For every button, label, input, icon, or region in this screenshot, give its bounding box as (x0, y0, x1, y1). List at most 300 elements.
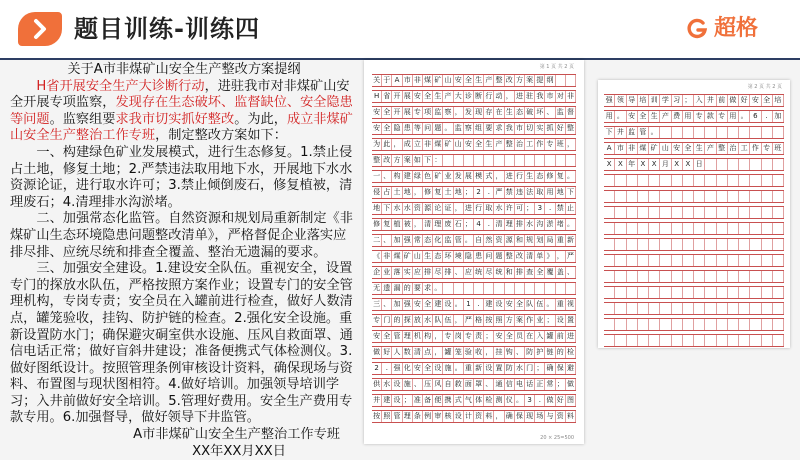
grid-cell: 。 (433, 283, 443, 294)
grid-cell: 然 (484, 235, 494, 246)
grid-cell (660, 207, 671, 218)
grid-cell: 。 (454, 299, 464, 310)
grid-cell: 人 (392, 347, 402, 358)
grid-cell: X (638, 159, 649, 170)
grid-cell: 培 (638, 95, 649, 106)
grid-cell (750, 319, 761, 330)
grid-cell: 堵 (556, 219, 566, 230)
answer-grid (372, 74, 576, 430)
grid-cell: 法 (525, 187, 535, 198)
grid-cell: X (672, 159, 683, 170)
grid-cell: 准 (413, 395, 423, 406)
grid-cell: 安 (372, 331, 382, 342)
grid-cell: 。 (464, 235, 474, 246)
grid-cell (773, 239, 784, 250)
grid-cell: 、 (454, 267, 464, 278)
grid-cell: 话 (525, 379, 535, 390)
grid-cell: 全 (423, 91, 433, 102)
grid-cell: 施 (403, 379, 413, 390)
grid-cell: 改 (515, 251, 525, 262)
grid-cell: 治 (515, 139, 525, 150)
grid-cell (739, 175, 750, 186)
grid-cell: 对 (556, 91, 566, 102)
grid-cell: 划 (535, 235, 545, 246)
grid-cell (705, 287, 716, 298)
grid-cell (535, 283, 545, 294)
grid-cell: 违 (515, 187, 525, 198)
grid-row (372, 394, 576, 407)
grid-cell: 于 (382, 75, 392, 86)
grid-cell: 石 (454, 219, 464, 230)
grid-cell: 态 (515, 107, 525, 118)
grid-cell: 重 (464, 363, 474, 374)
grid-cell: 。 (566, 171, 576, 182)
grid-cell: 资 (494, 235, 504, 246)
grid-cell (556, 155, 566, 166)
grid-cell (728, 255, 739, 266)
grid-cell (705, 255, 716, 266)
grid-cell: 严 (464, 315, 474, 326)
grid-cell: 与 (545, 411, 555, 422)
grid-cell (484, 283, 494, 294)
grid-cell: 和 (515, 235, 525, 246)
grid-cell: 罐 (545, 331, 555, 342)
grid-cell: 非 (423, 139, 433, 150)
grid-cell: 设 (392, 395, 402, 406)
grid-cell: 视 (566, 299, 576, 310)
grid-cell: 抓 (545, 123, 555, 134)
grid-cell: 理 (403, 331, 413, 342)
grid-cell: 安 (413, 363, 423, 374)
grid-cell: 钩 (505, 347, 515, 358)
grid-cell: 态 (433, 251, 443, 262)
grid-cell: 覆 (545, 267, 555, 278)
grid-cell (750, 255, 761, 266)
grid-cell: ， (505, 91, 515, 102)
grid-cell: 禁 (556, 203, 566, 214)
grid-cell: 遗 (382, 283, 392, 294)
grid-cell: 此 (382, 139, 392, 150)
grid-cell (683, 303, 694, 314)
grid-cell: 生 (423, 251, 433, 262)
grid-cell: 6 (750, 111, 761, 122)
grid-cell (627, 319, 638, 330)
grid-cell (762, 239, 773, 250)
grid-cell: 伍 (535, 299, 545, 310)
grid-cell (660, 239, 671, 250)
grid-cell: 题 (494, 251, 504, 262)
grid-cell: H (372, 91, 382, 102)
grid-cell: 作 (525, 315, 535, 326)
grid-cell (494, 155, 504, 166)
grid-cell: 理 (433, 219, 443, 230)
grid-cell (705, 271, 716, 282)
grid-cell: 安 (627, 111, 638, 122)
grid-cell (604, 287, 615, 298)
grid-cell (627, 271, 638, 282)
grid-cell: 方 (505, 315, 515, 326)
grid-cell: 自 (443, 379, 453, 390)
grid-cell (474, 155, 484, 166)
grid-cell (660, 223, 671, 234)
grid-cell (604, 303, 615, 314)
grid-cell: 数 (403, 347, 413, 358)
grid-cell: 全 (505, 331, 515, 342)
grid-cell (694, 319, 705, 330)
grid-cell (672, 255, 683, 266)
grid-cell: 煤 (392, 251, 402, 262)
grid-cell: 三 (372, 299, 382, 310)
grid-cell (515, 155, 525, 166)
grid-cell: 水 (494, 203, 504, 214)
grid-cell: 隐 (392, 123, 402, 134)
grid-cell: 防 (525, 347, 535, 358)
grid-cell (443, 155, 453, 166)
grid-cell: 安 (372, 107, 382, 118)
grid-cell: 业 (535, 315, 545, 326)
grid-cell: 改 (505, 75, 515, 86)
grid-cell (728, 175, 739, 186)
grid-cell: 植 (392, 219, 402, 230)
grid-cell: 安 (413, 91, 423, 102)
grid-cell: 工 (525, 139, 535, 150)
grid-cell: 工 (739, 143, 750, 154)
grid-cell: 全 (638, 111, 649, 122)
grid-cell: ： (433, 155, 443, 166)
grid-cell: 全 (464, 75, 474, 86)
grid-cell: ； (484, 331, 494, 342)
grid-cell: ； (464, 219, 474, 230)
grid-cell (683, 319, 694, 330)
grid-cell (717, 191, 728, 202)
grid-cell: 井 (372, 395, 382, 406)
grid-cell: 气 (464, 395, 474, 406)
grid-cell: 便 (433, 395, 443, 406)
grid-cell (762, 191, 773, 202)
grid-cell: 学 (660, 95, 671, 106)
grid-cell (750, 303, 761, 314)
grid-cell (705, 303, 716, 314)
grid-cell (694, 255, 705, 266)
grid-cell: 安 (413, 299, 423, 310)
grid-row (372, 250, 576, 263)
grid-cell: 地 (454, 187, 464, 198)
grid-cell: 强 (392, 363, 402, 374)
grid-cell: 市 (615, 143, 626, 154)
grid-cell (694, 335, 705, 346)
grid-cell: 专 (545, 139, 555, 150)
grid-cell (683, 223, 694, 234)
grid-cell: 强 (403, 299, 413, 310)
grid-cell: ， (454, 107, 464, 118)
grid-cell: 进 (505, 171, 515, 182)
grid-cell: 、 (382, 171, 392, 182)
grid-cell: 矿 (433, 75, 443, 86)
grid-cell: X (615, 159, 626, 170)
brand-logo (686, 14, 758, 44)
grid-cell: 、 (382, 235, 392, 246)
grid-cell: 动 (494, 91, 504, 102)
grid-cell (705, 335, 716, 346)
grid-cell: 条 (413, 411, 423, 422)
grid-cell (683, 287, 694, 298)
grid-cell (672, 287, 683, 298)
grid-cell: 作 (750, 143, 761, 154)
grid-cell: 电 (515, 379, 525, 390)
grid-cell: ， (433, 347, 443, 358)
grid-cell: 色 (423, 171, 433, 182)
grid-cell: 救 (454, 379, 464, 390)
grid-cell: 要 (484, 123, 494, 134)
grid-cell (627, 287, 638, 298)
grid-cell: 山 (660, 143, 671, 154)
grid-cell: 山 (413, 251, 423, 262)
grid-cell: 现 (474, 107, 484, 118)
grid-cell (649, 175, 660, 186)
grid-cell: 重 (556, 299, 566, 310)
grid-cell: 纲 (545, 75, 555, 86)
essay-signature: A市非煤矿山安全生产整治工作专班 (133, 427, 340, 443)
sheet-page-label: 第 1 页 共 2 页 (539, 64, 574, 70)
grid-row (604, 254, 784, 267)
grid-cell: 场 (535, 411, 545, 422)
grid-cell: 班 (773, 143, 784, 154)
plain-text: 。监察组要 (49, 111, 116, 127)
grid-cell: 现 (525, 411, 535, 422)
grid-cell: 放 (413, 315, 423, 326)
grid-cell: 管 (454, 235, 464, 246)
grid-cell (525, 283, 535, 294)
grid-row (604, 174, 784, 187)
grid-cell (638, 207, 649, 218)
grid-cell: 罐 (443, 347, 453, 358)
grid-cell: 体 (474, 395, 484, 406)
grid-cell: 例 (423, 411, 433, 422)
grid-cell: 员 (515, 331, 525, 342)
grid-row (604, 158, 784, 171)
grid-cell: 驻 (525, 91, 535, 102)
grid-row (604, 206, 784, 219)
essay-date: XX年XX月XX日 (192, 443, 286, 459)
grid-cell: 全 (535, 267, 545, 278)
grid-cell: 门 (525, 363, 535, 374)
grid-cell: 产 (443, 91, 453, 102)
grid-cell: 核 (443, 411, 453, 422)
grid-cell: 行 (515, 171, 525, 182)
grid-cell (638, 223, 649, 234)
grid-cell: 新 (566, 235, 576, 246)
grid-cell (638, 239, 649, 250)
grid-cell: 常 (545, 379, 555, 390)
grid-cell (515, 283, 525, 294)
brand-name: 超格 (714, 16, 759, 41)
grid-cell: 费 (672, 111, 683, 122)
grid-cell: 产 (705, 143, 716, 154)
grid-cell (627, 239, 638, 250)
grid-cell: 单 (535, 251, 545, 262)
grid-cell (683, 271, 694, 282)
grid-cell: 料 (484, 411, 494, 422)
grid-cell: 训 (649, 95, 660, 106)
grid-cell: . (545, 203, 555, 214)
grid-cell (750, 223, 761, 234)
grid-cell: 市 (545, 91, 555, 102)
grid-cell: 监 (454, 123, 464, 134)
grid-cell (762, 223, 773, 234)
grid-cell: 探 (403, 315, 413, 326)
grid-cell (615, 223, 626, 234)
grid-row (604, 94, 784, 107)
grid-cell: 设 (443, 299, 453, 310)
grid-row (372, 122, 576, 135)
grid-cell (762, 319, 773, 330)
grid-cell (566, 283, 576, 294)
grid-cell (750, 271, 761, 282)
grid-cell: 整 (505, 251, 515, 262)
grid-cell (750, 159, 761, 170)
grid-cell: 下 (604, 127, 615, 138)
chevron-right-icon (18, 12, 62, 46)
grid-cell (627, 255, 638, 266)
grid-cell: 组 (474, 123, 484, 134)
grid-cell: 省 (382, 91, 392, 102)
grid-row (604, 222, 784, 235)
grid-cell: 习 (672, 95, 683, 106)
answer-grid (604, 94, 784, 340)
grid-cell: 安 (464, 139, 474, 150)
grid-cell: 保 (556, 363, 566, 374)
grid-cell: 论 (433, 203, 443, 214)
grid-cell: 前 (717, 95, 728, 106)
grid-row (372, 74, 576, 87)
grid-cell: ， (484, 347, 494, 358)
grid-cell: 实 (403, 267, 413, 278)
grid-cell: 案 (515, 315, 525, 326)
grid-row (372, 106, 576, 119)
grid-cell (494, 283, 504, 294)
grid-cell: 做 (566, 379, 576, 390)
grid-row (604, 190, 784, 203)
grid-row (372, 378, 576, 391)
grid-cell: 管 (392, 331, 402, 342)
grid-cell: 修 (372, 219, 382, 230)
grid-cell: 坏 (535, 107, 545, 118)
grid-cell: 下 (566, 187, 576, 198)
grid-row (372, 154, 576, 167)
highlight-text: 求我市切实抓好整改 (115, 111, 235, 127)
grid-cell (717, 287, 728, 298)
grid-cell: 领 (615, 95, 626, 106)
grid-row (372, 298, 576, 311)
grid-cell (739, 303, 750, 314)
grid-cell (660, 319, 671, 330)
grid-cell (615, 255, 626, 266)
grid-cell (649, 287, 660, 298)
grid-cell (728, 159, 739, 170)
grid-row (372, 234, 576, 247)
grid-cell: 山 (454, 139, 464, 150)
grid-cell (474, 283, 484, 294)
grid-cell (762, 287, 773, 298)
grid-cell (717, 271, 728, 282)
grid-row (372, 218, 576, 231)
grid-cell (694, 127, 705, 138)
grid-cell: 式 (454, 395, 464, 406)
grid-cell: 供 (372, 379, 382, 390)
grid-cell (535, 155, 545, 166)
grid-cell: 设 (392, 379, 402, 390)
grid-cell: 加 (392, 299, 402, 310)
grid-cell (454, 155, 464, 166)
grid-cell: 全 (382, 123, 392, 134)
grid-cell: 求 (423, 283, 433, 294)
grid-cell (750, 175, 761, 186)
grid-cell: 日 (694, 159, 705, 170)
grid-cell: 岗 (454, 331, 464, 342)
grid-row (604, 334, 784, 347)
grid-cell (728, 239, 739, 250)
grid-cell (773, 335, 784, 346)
grid-cell: 禁 (505, 187, 515, 198)
grid-cell (739, 207, 750, 218)
grid-cell: 我 (505, 123, 515, 134)
grid-cell: 患 (474, 251, 484, 262)
grid-cell: 建 (403, 171, 413, 182)
grid-cell (566, 155, 576, 166)
grid-cell: 的 (556, 347, 566, 358)
grid-cell: 绿 (413, 171, 423, 182)
grid-cell: 、 (413, 379, 423, 390)
grid-cell: 《 (372, 251, 382, 262)
grid-cell: 安 (672, 143, 683, 154)
grid-cell: 矿 (443, 139, 453, 150)
grid-cell: 患 (403, 123, 413, 134)
grid-cell: 矿 (649, 143, 660, 154)
grid-cell (566, 75, 576, 86)
grid-cell (545, 283, 555, 294)
grid-cell (604, 255, 615, 266)
grid-cell (728, 191, 739, 202)
grid-cell (694, 271, 705, 282)
grid-cell: 非 (627, 143, 638, 154)
grid-cell (672, 239, 683, 250)
grid-cell: 监 (556, 107, 566, 118)
grid-cell: 审 (433, 411, 443, 422)
grid-cell: A (604, 143, 615, 154)
grid-cell: 培 (773, 95, 784, 106)
grid-cell (615, 303, 626, 314)
grid-cell: 下 (423, 155, 433, 166)
grid-cell: 应 (464, 267, 474, 278)
grid-cell: 治 (728, 143, 739, 154)
grid-cell (705, 175, 716, 186)
grid-cell: 无 (372, 283, 382, 294)
grid-cell: 尽 (484, 267, 494, 278)
grid-cell: 好 (556, 395, 566, 406)
grid-cell (717, 335, 728, 346)
grid-row (372, 282, 576, 295)
grid-cell (739, 191, 750, 202)
grid-row (604, 110, 784, 123)
grid-cell: 存 (484, 107, 494, 118)
grid-cell (773, 191, 784, 202)
grid-cell: ， (494, 171, 504, 182)
grid-cell (627, 175, 638, 186)
grid-cell: 和 (505, 267, 515, 278)
grid-cell: 可 (515, 203, 525, 214)
grid-cell: . (484, 187, 494, 198)
grid-cell: 。 (515, 395, 525, 406)
